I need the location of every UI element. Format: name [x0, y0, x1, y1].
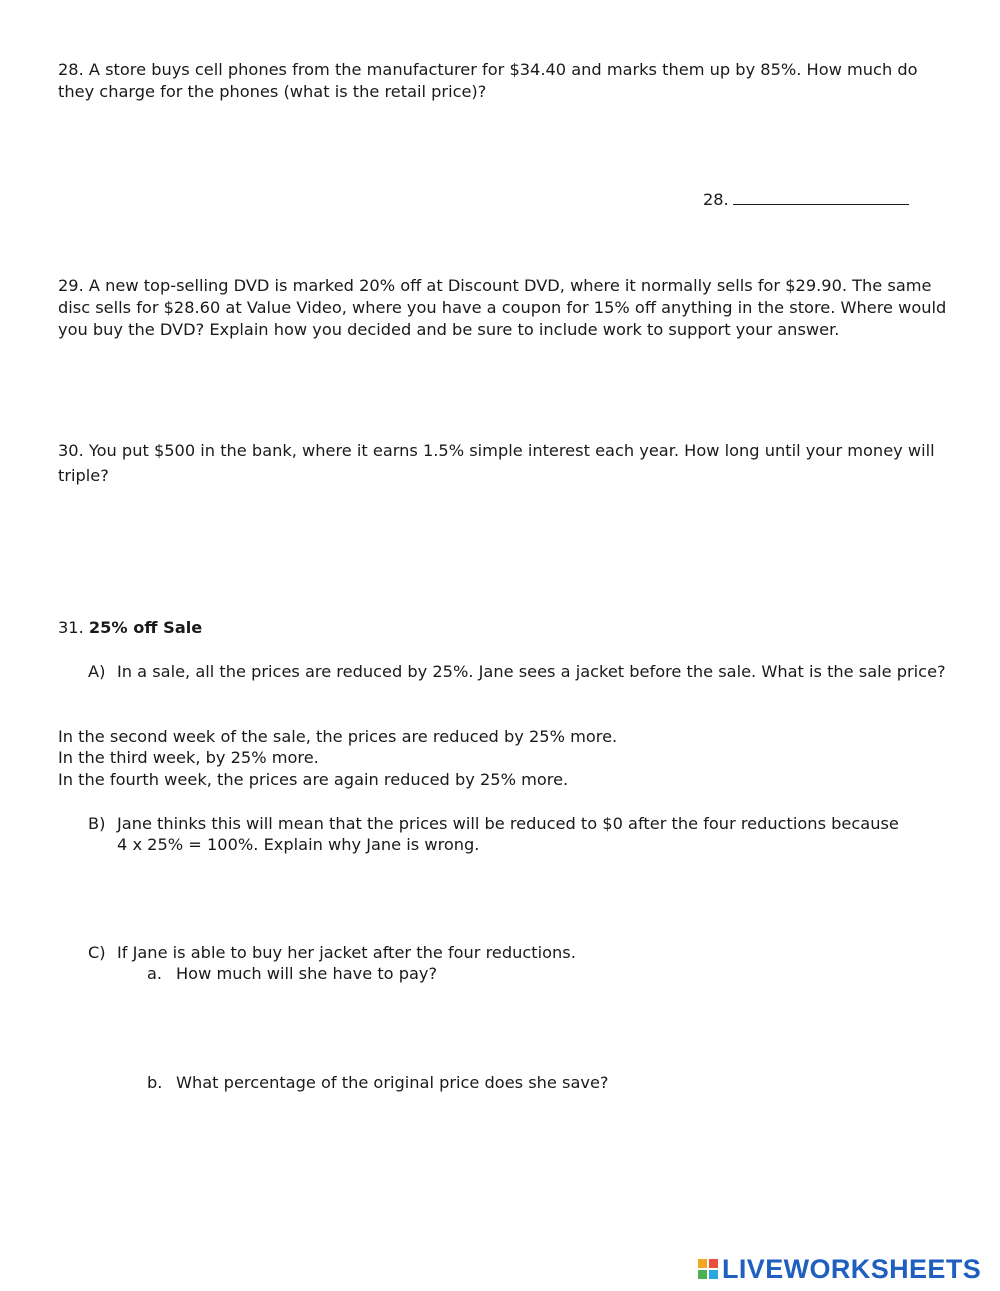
q30-line-1: 30. You put $500 in the bank, where it earns 1.5% simple interest each year. How long until your money will — [58, 441, 935, 460]
q31-part-c-a-text: How much will she have to pay? — [176, 964, 438, 983]
q31-info-line-3: In the fourth week, the prices are again reduced by 25% more. — [58, 770, 569, 789]
q29-line-2: disc sells for $28.60 at Value Video, where you have a coupon for 15% off anything in the store. Where would — [58, 298, 947, 317]
q31-part-c-text: If Jane is able to buy her jacket after the four reductions. — [117, 943, 576, 962]
logo-text: LIVEWORKSHEETS — [722, 1253, 982, 1284]
q31-part-c-a-label: a. — [147, 964, 163, 983]
q31-part-a-text: In a sale, all the prices are reduced by 25%. Jane sees a jacket before the sale. What is the sale price? — [117, 662, 946, 681]
q31-part-c-b-text: What percentage of the original price does she save? — [176, 1073, 609, 1092]
q31-part-c-label: C) — [88, 943, 106, 962]
q31-title: 25% off Sale — [88, 618, 203, 637]
q30-line-2: triple? — [58, 466, 109, 485]
q28-line-1: 28. A store buys cell phones from the manufacturer for $34.40 and marks them up by 85%. How much do — [58, 60, 918, 79]
q31-info-line-1: In the second week of the sale, the prices are reduced by 25% more. — [58, 727, 618, 746]
q31-number: 31. — [58, 618, 84, 637]
q31-info-line-2: In the third week, by 25% more. — [58, 748, 319, 767]
q31-part-a-label: A) — [88, 662, 106, 681]
q31-part-b — [88, 813, 899, 835]
q31-part-c-b-label: b. — [147, 1073, 163, 1092]
q29-line-1: 29. A new top-selling DVD is marked 20% off at Discount DVD, where it normally sells for $29.90. The same — [58, 276, 932, 295]
q31-heading — [58, 617, 202, 639]
q31-part-c — [88, 942, 576, 964]
logo-blocks-icon — [698, 1259, 718, 1279]
q31-part-b-label: B) — [88, 814, 106, 833]
liveworksheets-logo — [698, 1254, 981, 1284]
q31-part-b-line-2: 4 x 25% = 100%. Explain why Jane is wrong. — [117, 835, 480, 854]
q28-answer-field[interactable] — [703, 188, 909, 211]
q31-part-a — [88, 661, 946, 683]
q31-part-b-text-1: Jane thinks this will mean that the prices will be reduced to $0 after the four reductions because — [117, 814, 899, 833]
q28-answer-label: 28. — [703, 190, 729, 209]
q28-line-2: they charge for the phones (what is the retail price)? — [58, 82, 487, 101]
q28-answer-blank[interactable] — [733, 188, 909, 205]
q31-part-c-a — [147, 963, 437, 985]
q29-line-3: you buy the DVD? Explain how you decided and be sure to include work to support your answer. — [58, 320, 840, 339]
q31-part-c-b — [147, 1072, 609, 1094]
